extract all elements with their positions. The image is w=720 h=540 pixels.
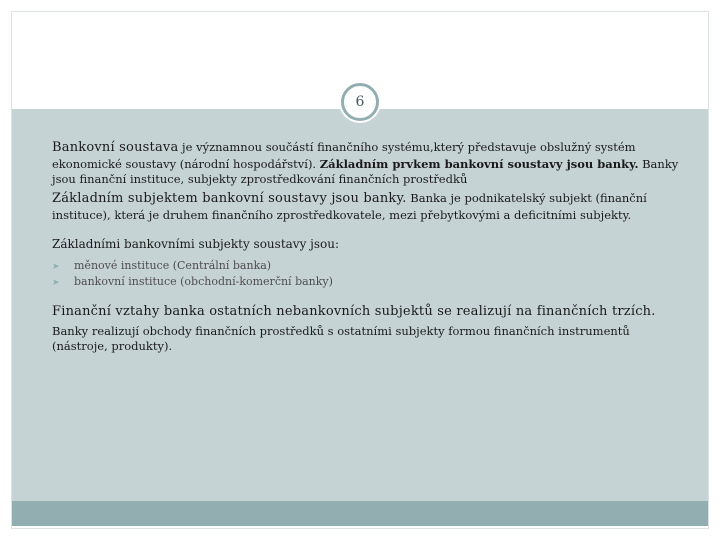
list-item-text: bankovní instituce (obchodní-komerční banky): [74, 275, 333, 289]
list-item: [52, 274, 688, 290]
footer-band: [12, 501, 708, 526]
paragraph-text: Banka je podnikatelský subjekt (finanční instituce), která je druhem finančního zprostředkovatele, mezi přebytkovými a deficitními subjekty.: [52, 190, 647, 222]
slide-number: 6: [355, 94, 365, 110]
paragraph-text: Banky jsou finanční instituce, subjekty zprostředkování finančních prostředků: [52, 156, 679, 186]
paragraph-bankovni-soustava: [52, 140, 688, 187]
term-zakladni-subjekt: Základním subjektem bankovní soustavy jsou banky.: [52, 190, 407, 206]
paragraph-zakladni-subjekt: [52, 191, 688, 223]
bullet-list: [52, 258, 688, 290]
slide-body: [52, 140, 688, 354]
paragraph-text: je významnou součástí finančního systému,který představuje obslužný systém ekonomické soustavy (národní hospodářství).: [52, 140, 636, 171]
list-item-text: měnové instituce (Centrální banka): [74, 259, 272, 273]
term-bankovni-soustava: Bankovní soustava: [52, 140, 179, 155]
paragraph-financni-vztahy-text: Banky realizují obchody finančních prostředků s ostatními subjekty formou finančních instrumentů (nástroje, produkty).: [52, 324, 630, 354]
slide-number-badge: [341, 83, 379, 121]
arrowhead-bullet-icon: ➤: [52, 262, 60, 273]
paragraph-financni-vztahy-heading: Finanční vztahy banka ostatních nebankovních subjektů se realizují na finančních trzích.: [52, 304, 656, 320]
emphasis-text: Základním prvkem bankovní soustavy jsou banky.: [319, 156, 639, 171]
list-item: [52, 258, 688, 274]
list-heading: Základními bankovními subjekty soustavy jsou:: [52, 236, 340, 251]
arrowhead-bullet-icon: ➤: [52, 278, 60, 289]
